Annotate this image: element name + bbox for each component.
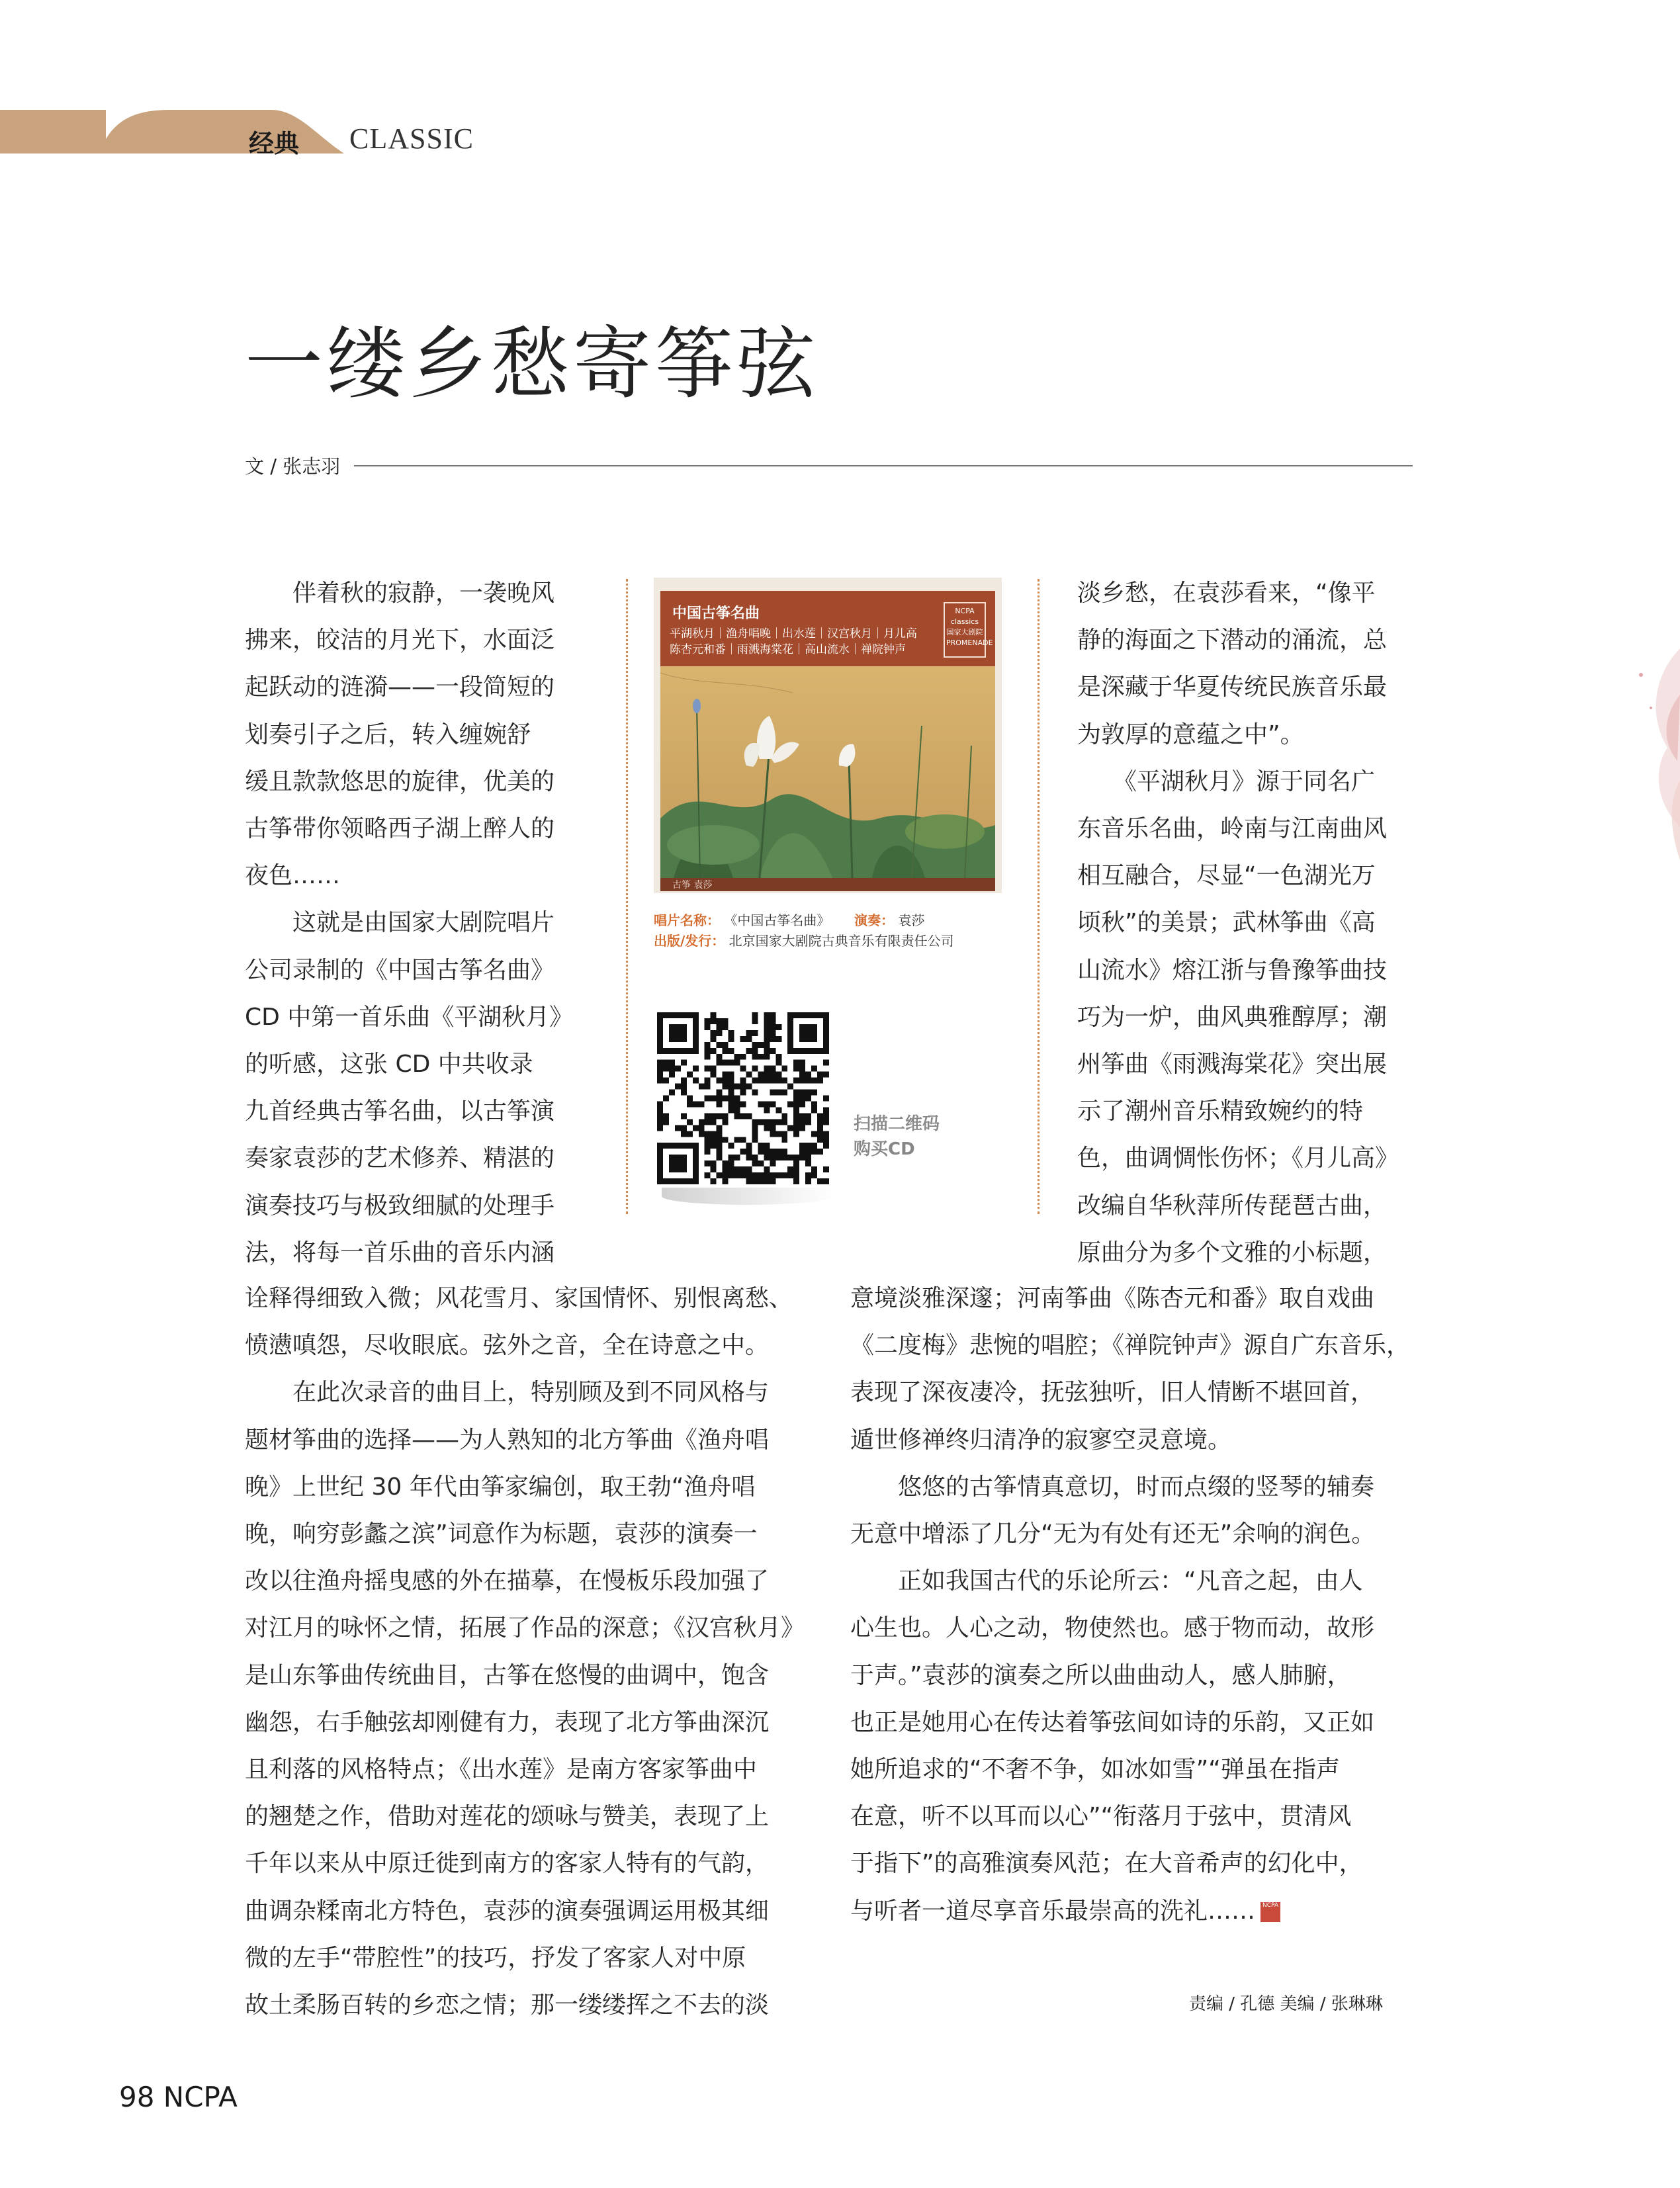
body-text-line: 也正是她用心在传达着筝弦间如诗的乐韵，又正如 [850, 1708, 1375, 1736]
body-text-line: 愤懑嗔怨，尽收眼底。弦外之音，全在诗意之中。 [245, 1332, 770, 1360]
body-text-line: 正如我国古代的乐论所云：“凡音之起，由人 [850, 1567, 1363, 1595]
body-text-line: 意境淡雅深邃；河南筝曲《陈杏元和番》取自戏曲 [850, 1285, 1375, 1312]
body-text-line: 法，将每一首乐曲的音乐内涵 [245, 1239, 555, 1266]
body-text-line: 《平湖秋月》源于同名广 [1077, 767, 1376, 795]
body-text-line: 曲调杂糅南北方特色，袁莎的演奏强调运用极其细 [245, 1897, 770, 1925]
body-text-line: CD 中第一首乐曲《平湖秋月》 [245, 1003, 574, 1031]
cd-cover-track-line: 平湖秋月｜渔舟唱晚｜出水莲｜汉宫秋月｜月儿高 [670, 627, 917, 640]
body-text-line: 于声。”袁莎的演奏之所以曲曲动人，感人肺腑， [850, 1661, 1351, 1689]
body-text-line: 微的左手“带腔性”的技巧，抒发了客家人对中原 [245, 1944, 746, 1972]
section-label-en: CLASSIC [349, 122, 474, 155]
body-text-line: 顷秋”的美景；武林筝曲《高 [1077, 909, 1376, 937]
body-text-line: 划奏引子之后，转入缠婉舒 [245, 721, 531, 748]
cd-performer-value: 袁莎 [898, 912, 925, 928]
body-text-line: 的翘楚之作，借助对莲花的颂咏与赞美，表现了上 [245, 1803, 770, 1831]
body-text-line: 表现了深夜凄冷，抚弦独听，旧人情断不堪回首， [850, 1379, 1375, 1407]
body-text-line: 且利落的风格特点；《出水莲》是南方客家筝曲中 [245, 1756, 758, 1783]
body-text-line: 对江月的咏怀之情，拓展了作品的深意；《汉宫秋月》 [245, 1614, 805, 1642]
body-text-line: 相互融合，尽显“一色湖光万 [1077, 862, 1376, 890]
body-text-line: 原曲分为多个文雅的小标题， [1077, 1239, 1388, 1266]
editor-credit: 责编 / 孔德 美编 / 张琳琳 [1189, 1994, 1383, 2014]
qr-code[interactable] [657, 1012, 829, 1184]
body-text-line: 这就是由国家大剧院唱片 [245, 909, 555, 937]
cd-name-value: 《中国古筝名曲》 [724, 912, 830, 928]
cd-cover-logo-text: NCPA classics 国家大剧院 PROMENADE [946, 607, 993, 647]
page-number: 98 NCPA [119, 2081, 238, 2113]
body-text-line: 伴着秋的寂静，一袭晚风 [245, 580, 555, 607]
qr-caption [854, 1112, 940, 1162]
cd-info-line-1 [654, 910, 924, 929]
cd-cover-title: 中国古筝名曲 [672, 605, 760, 622]
body-text-line: 巧为一炉，曲风典雅醇厚；潮 [1077, 1003, 1388, 1031]
body-text-line: 是山东筝曲传统曲目，古筝在悠慢的曲调中，饱含 [245, 1661, 770, 1689]
qr-caption-line: 扫描二维码 [854, 1114, 940, 1134]
body-text-line: 山流水》熔江浙与鲁豫筝曲技 [1077, 956, 1388, 984]
column-separator-left [626, 579, 628, 1214]
body-text-line: 题材筝曲的选择——为人熟知的北方筝曲《渔舟唱 [245, 1426, 770, 1454]
body-text-line: 的听感，这张 CD 中共收录 [245, 1051, 533, 1078]
body-text-line: 缓且款款悠思的旋律，优美的 [245, 767, 555, 795]
section-header-tab [99, 110, 344, 153]
body-text-line: 晚，响穷彭蠡之滨”词意作为标题，袁莎的演奏一 [245, 1520, 758, 1548]
body-text-line: 千年以来从中原迁徙到南方的客家人特有的气韵， [245, 1850, 770, 1878]
body-text-line: 《二度梅》悲惋的唱腔；《禅院钟声》源自广东音乐， [850, 1332, 1411, 1360]
body-text-line: 心生也。人心之动，物使然也。感于物而动，故形 [850, 1614, 1375, 1642]
cd-performer-label: 演奏： [854, 912, 895, 928]
qr-caption-line: 购买CD [854, 1139, 915, 1159]
body-text-line: 她所追求的“不奢不争，如冰如雪”“弹虽在指声 [850, 1756, 1340, 1783]
cd-cover-footer-text: 古筝 袁莎 [672, 880, 713, 891]
body-text-line: 东音乐名曲，岭南与江南曲风 [1077, 815, 1388, 842]
body-text-line: 幽怨，右手触弦却刚健有力，表现了北方筝曲深沉 [245, 1708, 770, 1736]
cd-info-line-2 [654, 930, 954, 949]
body-text-line: 改编自华秋萍所传琵琶古曲， [1077, 1192, 1388, 1219]
column-separator-right [1038, 579, 1039, 1214]
body-text-line: 奏家袁莎的艺术修养、精湛的 [245, 1145, 555, 1172]
article-title: 一缕乡愁寄筝弦 [245, 318, 820, 410]
body-text-line: 为敦厚的意蕴之中”。 [1077, 721, 1304, 748]
section-header-band [0, 110, 106, 153]
byline-rule [354, 465, 1413, 466]
cd-publisher-value: 北京国家大剧院古典音乐有限责任公司 [729, 933, 954, 949]
body-text-line: 与听者一道尽享音乐最崇高的洗礼…… NCPA [850, 1892, 1280, 1926]
body-text-line: 示了潮州音乐精致婉约的特 [1077, 1098, 1364, 1125]
body-text-line: 诠释得细致入微；风花雪月、家国情怀、别恨离愁、 [245, 1285, 793, 1312]
article-byline: 文 / 张志羽 [245, 455, 341, 478]
body-text-line: 在意，听不以耳而以心”“衔落月于弦中，贯清风 [850, 1803, 1352, 1831]
body-text-line: 静的海面之下潜动的涌流，总 [1077, 627, 1388, 654]
body-text-line: 无意中增添了几分“无为有处有还无”余响的润色。 [850, 1520, 1376, 1548]
body-text-line: 遁世修禅终归清净的寂寥空灵意境。 [850, 1426, 1232, 1454]
cd-cover-painting [660, 666, 995, 878]
body-text-line: 晚》上世纪 30 年代由筝家编创，取王勃“渔舟唱 [245, 1473, 756, 1501]
body-text-line: 九首经典古筝名曲，以古筝演 [245, 1098, 555, 1125]
body-text-line: 故土柔肠百转的乡恋之情；那一缕缕挥之不去的淡 [245, 1991, 770, 2019]
body-text-line: 是深藏于华夏传统民族音乐最 [1077, 674, 1388, 701]
cd-name-label: 唱片名称： [654, 912, 720, 928]
body-text-line: 在此次录音的曲目上，特别顾及到不同风格与 [245, 1379, 770, 1407]
body-text-line: 演奏技巧与极致细腻的处理手 [245, 1192, 555, 1219]
body-text-line: 古筝带你领略西子湖上醉人的 [245, 815, 555, 842]
body-text-line: 夜色…… [245, 862, 341, 890]
cd-cover-track-line: 陈杏元和番｜雨溅海棠花｜高山流水｜禅院钟声 [670, 643, 906, 656]
body-text-line: 于指下”的高雅演奏风范；在大音希声的幻化中， [850, 1850, 1363, 1878]
body-text-line: 淡乡愁，在袁莎看来，“像平 [1077, 580, 1376, 607]
qr-shadow [662, 1188, 834, 1205]
body-text-line: 拂来，皎洁的月光下，水面泛 [245, 627, 555, 654]
section-label-zh: 经典 [249, 129, 300, 158]
body-text-line: 改以往渔舟摇曳感的外在描摹，在慢板乐段加强了 [245, 1567, 770, 1595]
cd-cover-tracks [670, 626, 917, 658]
end-mark-icon: NCPA [1260, 1902, 1280, 1922]
body-text-line: 悠悠的古筝情真意切，时而点缀的竖琴的辅奏 [850, 1473, 1375, 1501]
body-text-line: 起跃动的涟漪——一段简短的 [245, 674, 555, 701]
cd-publisher-label: 出版/发行： [654, 933, 725, 949]
body-text-line: 州筝曲《雨溅海棠花》突出展 [1077, 1051, 1388, 1078]
decorative-flower [1614, 635, 1680, 873]
body-text-line: 色，曲调惆怅伤怀；《月儿高》 [1077, 1145, 1399, 1172]
body-text-line: 公司录制的《中国古筝名曲》 [245, 956, 555, 984]
